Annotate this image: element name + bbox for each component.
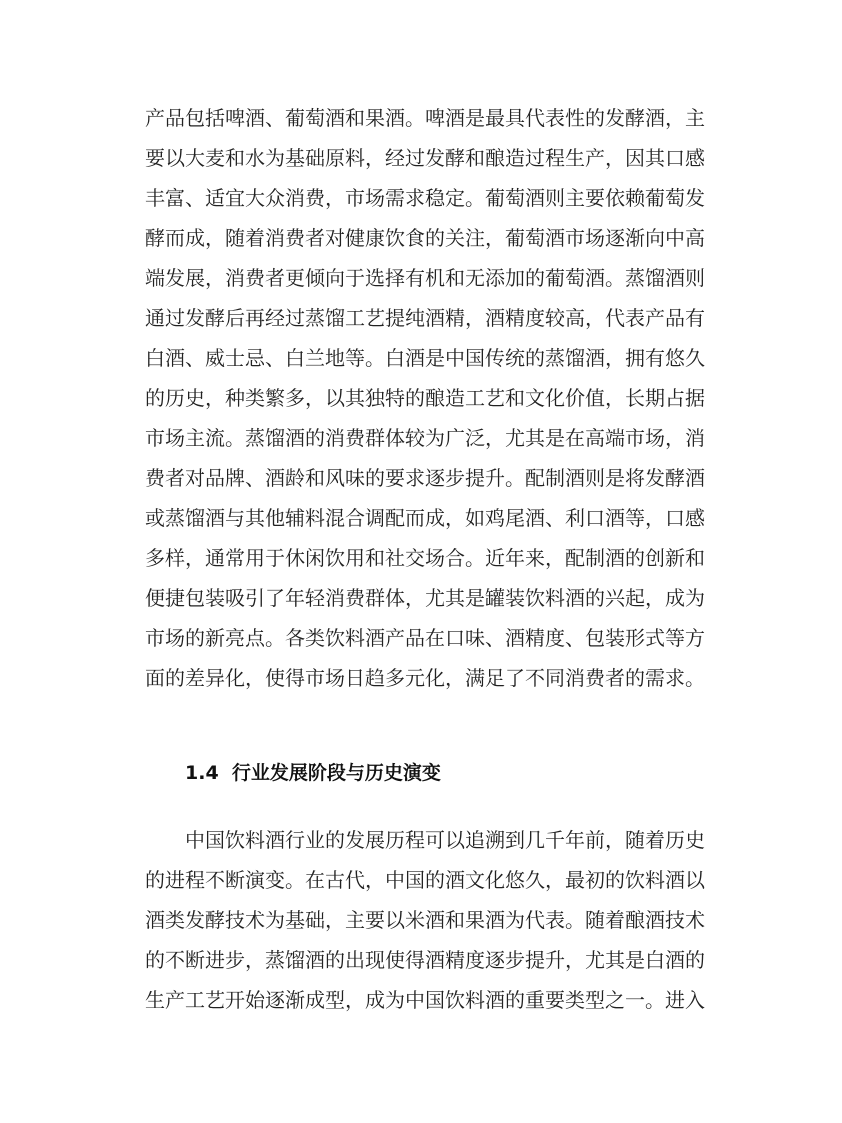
text-line: 的不断进步，蒸馏酒的出现使得酒精度逐步提升，尤其是白酒的	[145, 948, 705, 972]
text-line: 费者对品牌、酒龄和风味的要求逐步提升。配制酒则是将发酵酒	[145, 466, 705, 490]
text-line: 面的差异化，使得市场日趋多元化，满足了不同消费者的需求。	[145, 666, 705, 690]
text-line: 的进程不断演变。在古代，中国的酒文化悠久，最初的饮料酒以	[145, 868, 705, 892]
text-line: 丰富、适宜大众消费，市场需求稳定。葡萄酒则主要依赖葡萄发	[145, 186, 705, 210]
text-line: 通过发酵后再经过蒸馏工艺提纯酒精，酒精度较高，代表产品有	[145, 306, 705, 330]
text-line: 便捷包装吸引了年轻消费群体，尤其是罐装饮料酒的兴起，成为	[145, 586, 705, 610]
text-line: 市场主流。蒸馏酒的消费群体较为广泛，尤其是在高端市场，消	[145, 426, 705, 450]
text-line: 白酒、威士忌、白兰地等。白酒是中国传统的蒸馏酒，拥有悠久	[145, 346, 705, 370]
text-line: 中国饮料酒行业的发展历程可以追溯到几千年前，随着历史	[185, 828, 705, 852]
text-line: 酵而成，随着消费者对健康饮食的关注，葡萄酒市场逐渐向中高	[145, 226, 705, 250]
section-heading: 1.4 行业发展阶段与历史演变	[185, 762, 441, 784]
text-line: 端发展，消费者更倾向于选择有机和无添加的葡萄酒。蒸馏酒则	[145, 266, 705, 290]
text-line: 市场的新亮点。各类饮料酒产品在口味、酒精度、包装形式等方	[145, 626, 705, 650]
text-line: 产品包括啤酒、葡萄酒和果酒。啤酒是最具代表性的发酵酒，主	[145, 106, 705, 130]
text-line: 要以大麦和水为基础原料，经过发酵和酿造过程生产，因其口感	[145, 146, 705, 170]
text-line: 或蒸馏酒与其他辅料混合调配而成，如鸡尾酒、利口酒等，口感	[145, 506, 705, 530]
text-line: 多样，通常用于休闲饮用和社交场合。近年来，配制酒的创新和	[145, 546, 705, 570]
text-line: 的历史，种类繁多，以其独特的酿造工艺和文化价值，长期占据	[145, 386, 705, 410]
text-line: 酒类发酵技术为基础，主要以米酒和果酒为代表。随着酿酒技术	[145, 908, 705, 932]
text-line: 生产工艺开始逐渐成型，成为中国饮料酒的重要类型之一。进入	[145, 988, 705, 1012]
